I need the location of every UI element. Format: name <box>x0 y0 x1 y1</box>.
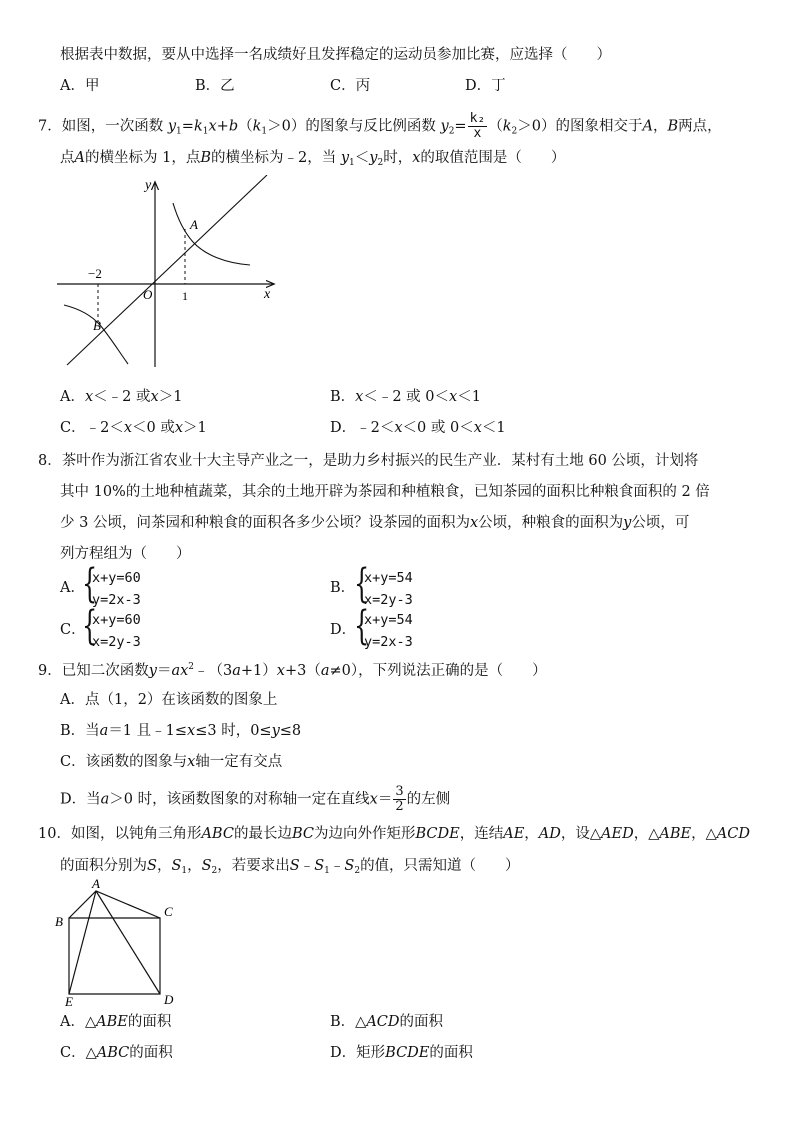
q8-option-d-label: D． <box>330 622 357 638</box>
q8-stem-line1: 8．茶叶作为浙江省农业十大主导产业之一，是助力乡村振兴的民生产业．某村有土地 60 公顷，计划将 <box>38 453 699 469</box>
q8-stem-line3: 少 3 公顷，问茶园和种粮食的面积各多少公顷？设茶园的面积为x公顷，种粮食的面积为y公顷，可 <box>60 515 690 531</box>
y-axis-label: y <box>145 178 152 193</box>
q6-option-b: B．乙 <box>195 78 235 94</box>
q9-option-c: C．该函数的图象与x轴一定有交点 <box>60 754 283 770</box>
q8-option-a-label: A． <box>60 580 85 596</box>
q7-option-c: C．﹣2＜x＜0 或x＞1 <box>60 420 207 436</box>
q7-option-a: A．x＜﹣2 或x＞1 <box>60 389 183 405</box>
q7-function-graph <box>55 175 285 370</box>
q10-option-b: B．△ACD的面积 <box>330 1014 444 1030</box>
q7-stem-line1: 7．如图，一次函数 $y_1=k_1x+b(k_1>0)$的图象与反比例函数 $y_2=$ $\frac{\text{k₂}}{x}$ $(k_2>0)$的图象相交于A，B两点， <box>38 111 722 141</box>
q10-option-c: C．△ABC的面积 <box>60 1045 173 1061</box>
q6-option-a: A．甲 <box>60 78 100 94</box>
q9-stem: 9．已知二次函数$y=ax^2﹣(3a+1)x+3(a\ne 0)$，下列说法正确的是（ ） <box>38 662 547 679</box>
q10-stem-line1: 10．如图，以钝角三角形ABC的最长边BC为边向外作矩形BCDE，连结AE，AD，设△AED，△ABE，△ACD <box>38 826 750 842</box>
q10-option-d: D．矩形BCDE的面积 <box>330 1045 473 1061</box>
tick-1-label: 1 <box>182 289 188 303</box>
hyperbola-branch-left <box>64 305 128 364</box>
q7-option-d: D．﹣2＜x＜0 或 0＜x＜1 <box>330 420 506 436</box>
q9-option-d: D．当a＞0 时，该函数图象的对称轴一定在直线x＝ $\frac{3}{2}$ 的左侧 <box>60 784 451 814</box>
q8-stem-line2: 其中 10%的土地种植蔬菜，其余的土地开辟为茶园和种植粮食，已知茶园的面积比种粮食面积的 2 倍 <box>60 484 710 500</box>
segment-ad <box>96 891 160 994</box>
vertex-a-label: A <box>92 876 100 891</box>
q6-stem: 根据表中数据，要从中选择一名成绩好且发挥稳定的运动员参加比赛，应选择（ ） <box>60 47 611 63</box>
q6-option-d: D．丁 <box>465 78 506 94</box>
q8-option-c-system: { x+y=60 x=2y-3 <box>82 603 141 650</box>
q9-option-a: A．点（1，2）在该函数的图象上 <box>60 692 278 708</box>
triangle-abc-sides <box>69 891 160 918</box>
q8-option-a-system: { x+y=60 y=2x-3 <box>82 561 141 608</box>
origin-label: O <box>143 287 153 302</box>
q7-fraction: $\frac{\text{k₂}}{x}$ <box>469 111 486 141</box>
vertex-e-label: E <box>65 994 73 1008</box>
q8-option-c-label: C． <box>60 622 86 638</box>
point-a-label: A <box>190 217 198 232</box>
q8-option-b-system: { x+y=54 x=2y-3 <box>354 561 413 608</box>
q6-option-c: C．丙 <box>330 78 371 94</box>
tick-minus2-label: −2 <box>88 266 102 281</box>
q9-option-b: B．当a＝1 且﹣1≤x≤3 时，0≤y≤8 <box>60 723 302 739</box>
q10-stem-line2: 的面积分别为S，$S_1$，$S_2$，若要求出$S﹣S_1﹣S_2$的值，只需知道（ ） <box>60 858 520 876</box>
x-axis-label: x <box>264 287 271 302</box>
q10-geometry-figure <box>52 876 192 1008</box>
vertex-c-label: C <box>164 904 173 919</box>
vertex-d-label: D <box>164 992 174 1007</box>
segment-ae <box>69 891 96 994</box>
vertex-b-label: B <box>55 914 63 929</box>
q7-stem-line2: 点A的横坐标为 1，点B的横坐标为﹣2，当 $y_1<y_2$时，x的取值范围是（ ） <box>60 150 566 168</box>
q8-option-d-system: { x+y=54 y=2x-3 <box>354 603 413 650</box>
q10-option-a: A．△ABE的面积 <box>60 1014 172 1030</box>
point-b-label: B <box>93 318 101 333</box>
q9-fraction: $\frac{3}{2}$ <box>395 784 404 814</box>
q8-stem-line4: 列方程组为（ ） <box>60 546 191 562</box>
q7-option-b: B．x＜﹣2 或 0＜x＜1 <box>330 389 481 405</box>
rectangle-bcde <box>69 918 160 994</box>
q8-option-b-label: B． <box>330 580 356 596</box>
